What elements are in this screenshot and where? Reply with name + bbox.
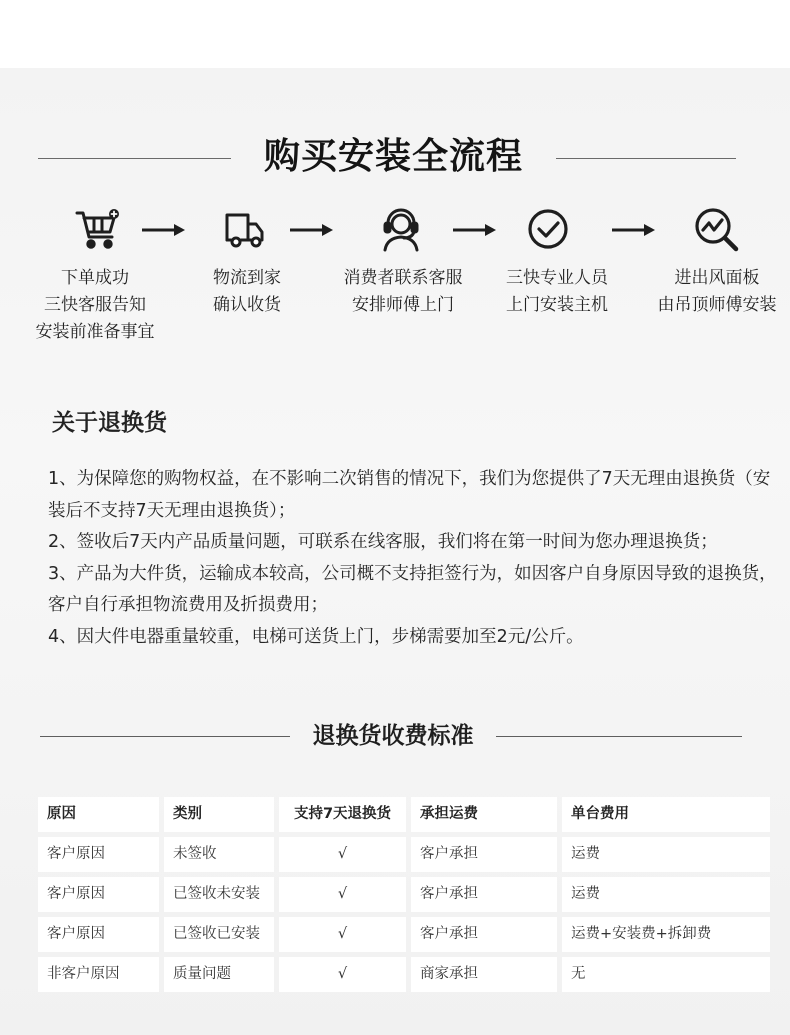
- title-row: [0, 132, 790, 182]
- policy-item: 4、因大件电器重量较重，电梯可送货上门，步梯需要加至2元/公斤。: [48, 626, 584, 647]
- fee-title: 退换货收费标准: [312, 723, 474, 749]
- table-cell: 客户承担: [411, 837, 557, 872]
- table-header-cell: 原因: [38, 797, 159, 832]
- step-5-text: [632, 265, 790, 319]
- arrow-right-icon: [610, 222, 656, 236]
- table-cell: 客户原因: [38, 917, 159, 952]
- checkmark-cell: √: [279, 957, 406, 992]
- step-text-line: 消费者联系客服: [343, 268, 463, 288]
- table-cell: 客户原因: [38, 837, 159, 872]
- customer-service-icon: [377, 205, 425, 253]
- policy-item: 1、为保障您的购物权益，在不影响二次销售的情况下，我们为您提供了7天无理由退换货（安装后不支持7天无理由退换货）；: [48, 469, 771, 521]
- step-text-line: 安排师傅上门: [352, 295, 454, 315]
- policy-item: 2、签收后7天内产品质量问题，可联系在线客服，我们将在第一时间为您办理退换货；: [48, 532, 718, 552]
- step-text-line: 三快客服告知: [44, 295, 146, 315]
- table-cell: 运费+安装费+拆卸费: [562, 917, 770, 952]
- step-text-line: 由吊顶师傅安装: [657, 295, 777, 315]
- table-cell: 运费: [562, 837, 770, 872]
- step-text-line: 三快专业人员: [506, 268, 608, 288]
- table-cell: 已签收未安装: [164, 877, 274, 912]
- arrow-right-icon: [451, 222, 497, 236]
- fee-divider-left: [40, 736, 290, 737]
- step-text-line: 下单成功: [61, 268, 129, 288]
- step-3-text: [318, 265, 488, 319]
- fee-title-row: [0, 716, 790, 756]
- table-cell: 客户原因: [38, 877, 159, 912]
- step-1-text: [10, 265, 180, 346]
- step-4-text: [472, 265, 642, 319]
- table-header-cell: 类别: [164, 797, 274, 832]
- title-divider-left: [38, 158, 231, 159]
- step-text-line: 安装前准备事宜: [35, 322, 155, 342]
- step-2-text: [162, 265, 332, 319]
- inspection-magnifier-icon: [692, 205, 740, 253]
- fee-divider-right: [496, 736, 742, 737]
- checkmark-cell: √: [279, 877, 406, 912]
- table-cell: 非客户原因: [38, 957, 159, 992]
- policy-item: 3、产品为大件货，运输成本较高，公司概不支持拒签行为，如因客户自身原因导致的退换货，客户自行承担物流费用及折损费用；: [48, 563, 777, 615]
- title-divider-right: [556, 158, 736, 159]
- step-text-line: 上门安装主机: [506, 295, 608, 315]
- step-text-line: 物流到家: [213, 268, 281, 288]
- checkmark-cell: √: [279, 837, 406, 872]
- table-header-cell: 单台费用: [562, 797, 770, 832]
- table-cell: 未签收: [164, 837, 274, 872]
- table-header-cell: 承担运费: [411, 797, 557, 832]
- page-title: 购买安装全流程: [263, 136, 523, 177]
- table-cell: 已签收已安装: [164, 917, 274, 952]
- returns-heading: 关于退换货: [52, 410, 167, 436]
- shopping-cart-icon: [74, 205, 122, 253]
- step-text-line: 确认收货: [213, 295, 281, 315]
- table-header-cell: 支持7天退换货: [279, 797, 406, 832]
- table-cell: 质量问题: [164, 957, 274, 992]
- fee-table: [38, 797, 770, 992]
- table-cell: 客户承担: [411, 877, 557, 912]
- table-cell: 运费: [562, 877, 770, 912]
- table-cell: 客户承担: [411, 917, 557, 952]
- delivery-truck-icon: [220, 205, 268, 253]
- arrow-right-icon: [288, 222, 334, 236]
- checkmark-cell: √: [279, 917, 406, 952]
- table-cell: 商家承担: [411, 957, 557, 992]
- returns-policy-list: [48, 464, 778, 653]
- table-cell: 无: [562, 957, 770, 992]
- arrow-right-icon: [140, 222, 186, 236]
- step-text-line: 进出风面板: [674, 268, 760, 288]
- check-circle-icon: [524, 205, 572, 253]
